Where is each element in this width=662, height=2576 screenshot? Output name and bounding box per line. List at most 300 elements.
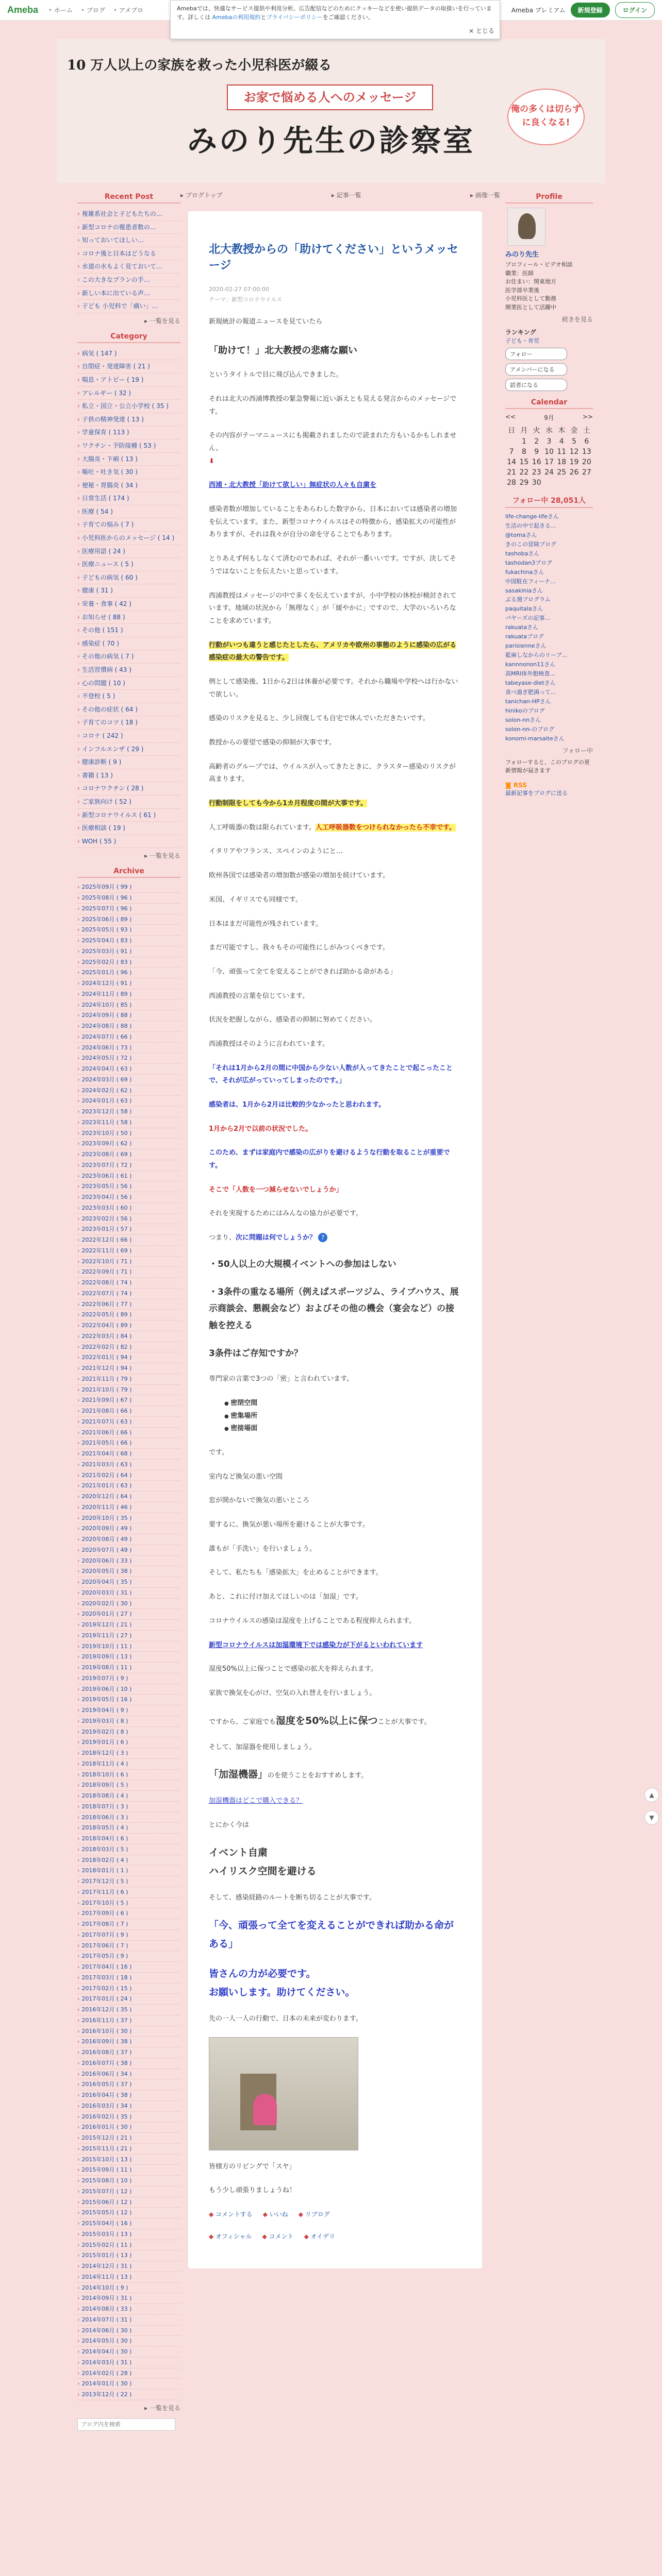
category-item[interactable]: › ワクチン・予防接種 ( 53 )	[77, 439, 180, 453]
archive-item[interactable]: › 2022年04月 ( 89 )	[77, 1320, 180, 1331]
archive-item[interactable]: › 2018年03月 ( 5 )	[77, 1844, 180, 1855]
archive-item[interactable]: › 2018年05月 ( 4 )	[77, 1823, 180, 1834]
archive-item[interactable]: › 2015年01月 ( 13 )	[77, 2250, 180, 2261]
archive-item[interactable]: › 2015年03月 ( 13 )	[77, 2229, 180, 2240]
archive-item[interactable]: › 2021年02月 ( 64 )	[77, 1470, 180, 1481]
post-theme[interactable]: テーマ：新型コロナウイルス	[209, 296, 283, 303]
category-item[interactable]: › コロナ ( 242 )	[77, 730, 180, 743]
post-photo[interactable]	[209, 2037, 358, 2150]
follower-item[interactable]: hinikoのブログ	[505, 707, 545, 714]
follower-item[interactable]: @tomaさん	[505, 531, 537, 538]
archive-item[interactable]: › 2014年09月 ( 31 )	[77, 2293, 180, 2304]
category-item[interactable]: › 子育ての悩み ( 7 )	[77, 518, 180, 532]
nav-ameblo-link[interactable]: • アメブロ	[113, 6, 143, 14]
follower-item[interactable]: life-change-lifeさん	[505, 513, 559, 520]
terms-link[interactable]: Amebaの利用規約	[212, 13, 261, 21]
comments-link[interactable]: ◆ コメント	[262, 2231, 294, 2243]
archive-item[interactable]: › 2020年05月 ( 38 )	[77, 1566, 180, 1577]
archive-item[interactable]: › 2019年10月 ( 11 )	[77, 1641, 180, 1652]
archive-item[interactable]: › 2019年07月 ( 9 )	[77, 1673, 180, 1684]
category-item[interactable]: › 医療 ( 54 )	[77, 505, 180, 519]
archive-more-link[interactable]: ▸ 一覧を見る	[144, 2404, 180, 2412]
archive-item[interactable]: › 2014年05月 ( 30 )	[77, 2336, 180, 2347]
recent-post-item[interactable]: › 新しい本に出ている声…	[77, 287, 180, 300]
calendar-table	[505, 424, 593, 488]
privacy-link[interactable]: プライバシーポリシー	[266, 13, 323, 21]
archive-item[interactable]: › 2022年05月 ( 89 )	[77, 1310, 180, 1320]
login-button[interactable]: ログイン	[615, 2, 655, 18]
archive-item[interactable]: › 2023年06月 ( 61 )	[77, 1171, 180, 1182]
follower-item[interactable]: ぶる週プログラム	[505, 596, 551, 603]
archive-item[interactable]: › 2022年08月 ( 74 )	[77, 1278, 180, 1289]
archive-item[interactable]: › 2015年02月 ( 11 )	[77, 2240, 180, 2251]
archive-item[interactable]: › 2020年07月 ( 49 )	[77, 1545, 180, 1556]
archive-item[interactable]: › 2024年04月 ( 63 )	[77, 1064, 180, 1075]
archive-item[interactable]: › 2017年10月 ( 5 )	[77, 1898, 180, 1909]
archive-item[interactable]: › 2014年02月 ( 28 )	[77, 2368, 180, 2379]
blog-title[interactable]: みのり先生の診察室	[187, 123, 475, 158]
recent-post-item[interactable]: › 水道の水もよく見ておいて…	[77, 260, 180, 274]
archive-item[interactable]: › 2024年08月 ( 88 )	[77, 1021, 180, 1032]
calendar-day[interactable]: 19	[569, 458, 579, 466]
ranking-link[interactable]: 子ども・育児	[505, 337, 539, 344]
archive-item[interactable]: › 2018年07月 ( 3 )	[77, 1802, 180, 1812]
archive-item[interactable]: › 2020年01月 ( 27 )	[77, 1609, 180, 1620]
archive-item[interactable]: › 2025年08月 ( 96 )	[77, 893, 180, 904]
category-item[interactable]: › 医療用語 ( 24 )	[77, 545, 180, 558]
calendar-day[interactable]: 5	[572, 437, 576, 446]
archive-item[interactable]: › 2020年12月 ( 64 )	[77, 1492, 180, 1502]
archive-item[interactable]: › 2023年01月 ( 57 )	[77, 1224, 180, 1235]
archive-item[interactable]: › 2017年03月 ( 18 )	[77, 1973, 180, 1984]
calendar-day[interactable]: 15	[519, 458, 529, 466]
category-item[interactable]: › ご家族向け ( 52 )	[77, 795, 180, 809]
nav-home-link[interactable]: • ホーム	[48, 6, 73, 14]
archive-item[interactable]: › 2016年12月 ( 35 )	[77, 2005, 180, 2015]
archive-item[interactable]: › 2019年03月 ( 8 )	[77, 1716, 180, 1727]
archive-item[interactable]: › 2016年09月 ( 38 )	[77, 2037, 180, 2047]
archive-item[interactable]: › 2023年05月 ( 56 )	[77, 1181, 180, 1192]
category-item[interactable]: › 病気 ( 147 )	[77, 347, 180, 361]
follower-item[interactable]: konomi-marsaiteさん	[505, 735, 565, 742]
archive-item[interactable]: › 2022年03月 ( 84 )	[77, 1331, 180, 1342]
category-item[interactable]: › 便秘・胃腸炎 ( 34 )	[77, 479, 180, 493]
calendar-day[interactable]: 2	[534, 437, 539, 446]
category-more-label: 一覧を見る	[149, 852, 180, 860]
archive-item[interactable]: › 2021年07月 ( 63 )	[77, 1417, 180, 1428]
archive-item[interactable]: › 2023年04月 ( 56 )	[77, 1192, 180, 1203]
calendar-day[interactable]: 17	[544, 458, 554, 466]
recent-post-item[interactable]: › 新型コロナの罹患者数の…	[77, 221, 180, 234]
archive-item[interactable]: › 2017年04月 ( 16 )	[77, 1962, 180, 1973]
calendar-day[interactable]: 9	[534, 448, 539, 456]
follower-item[interactable]: parisienneさん	[505, 642, 547, 650]
menu-blog-top-label: ブログトップ	[185, 192, 223, 199]
calendar-day[interactable]: 24	[544, 468, 554, 477]
archive-item[interactable]: › 2018年04月 ( 6 )	[77, 1834, 180, 1844]
calendar-day[interactable]: 12	[569, 448, 579, 456]
follower-item[interactable]: 生活の中で起きる...	[505, 522, 556, 529]
archive-item[interactable]: › 2021年09月 ( 67 )	[77, 1395, 180, 1406]
archive-item[interactable]: › 2025年03月 ( 91 )	[77, 946, 180, 957]
category-item[interactable]: › その他の症状 ( 64 )	[77, 703, 180, 717]
calendar-day[interactable]: 28	[507, 479, 517, 487]
archive-item[interactable]: › 2019年11月 ( 27 )	[77, 1631, 180, 1641]
premium-link[interactable]: Ameba プレミアム	[511, 7, 566, 14]
category-item[interactable]: › 新型コロナウイルス ( 61 )	[77, 809, 180, 822]
category-item[interactable]: › 子供の精神発達 ( 13 )	[77, 413, 180, 427]
archive-item[interactable]: › 2015年11月 ( 21 )	[77, 2144, 180, 2155]
calendar-day[interactable]: 3	[547, 437, 552, 446]
archive-item[interactable]: › 2019年06月 ( 10 )	[77, 1684, 180, 1695]
category-item[interactable]: › 小児科医からのメッセージ ( 14 )	[77, 532, 180, 545]
archive-item[interactable]: › 2016年10月 ( 30 )	[77, 2026, 180, 2037]
archive-item[interactable]: › 2019年08月 ( 11 )	[77, 1663, 180, 1673]
calendar-day[interactable]: 20	[582, 458, 591, 466]
category-item[interactable]: › 健康 ( 31 )	[77, 584, 180, 598]
calendar-day[interactable]: 27	[582, 468, 591, 477]
calendar-day[interactable]: 8	[521, 448, 526, 456]
calendar-day[interactable]: 6	[584, 437, 589, 446]
calendar-day[interactable]: 30	[532, 479, 541, 487]
category-item[interactable]: › アレルギー ( 32 )	[77, 387, 180, 400]
follower-list	[505, 512, 593, 743]
category-item[interactable]: › 医療ニュース ( 5 )	[77, 558, 180, 571]
calendar-day[interactable]: 23	[532, 468, 541, 477]
calendar-day[interactable]: 25	[557, 468, 567, 477]
oideri-link[interactable]: ◆ オイデリ	[304, 2231, 335, 2243]
archive-item[interactable]: › 2016年04月 ( 38 )	[77, 2090, 180, 2101]
post-text: 人工呼吸器の数は限られています。	[209, 823, 316, 832]
followers-more-link[interactable]: フォロー中	[562, 747, 593, 755]
archive-item[interactable]: › 2017年11月 ( 6 )	[77, 1887, 180, 1898]
category-item[interactable]: › 生活習慣病 ( 43 )	[77, 664, 180, 677]
post-title[interactable]: 北大教授からの「助けてください」というメッセージ	[209, 243, 459, 272]
archive-item[interactable]: › 2019年09月 ( 13 )	[77, 1652, 180, 1663]
archive-item[interactable]: › 2022年07月 ( 74 )	[77, 1289, 180, 1299]
archive-item[interactable]: › 2020年10月 ( 35 )	[77, 1513, 180, 1524]
category-item[interactable]: › 私立・国立・公立小学校 ( 35 )	[77, 400, 180, 413]
menu-entry-list[interactable]: ▸ 記事一覧	[331, 192, 361, 199]
category-item[interactable]: › 子どもの病気 ( 60 )	[77, 571, 180, 585]
archive-item[interactable]: › 2021年12月 ( 94 )	[77, 1363, 180, 1374]
follower-item[interactable]: fukachinaさん	[505, 568, 544, 575]
archive-item[interactable]: › 2024年10月 ( 85 )	[77, 1000, 180, 1011]
follower-item[interactable]: rakuataさん	[505, 624, 539, 631]
archive-item[interactable]: › 2022年06月 ( 77 )	[77, 1299, 180, 1310]
category-item[interactable]: › 栄養・食事 ( 42 )	[77, 598, 180, 611]
category-item[interactable]: › 嘔吐・吐き気 ( 30 )	[77, 466, 180, 479]
signup-button[interactable]: 新規登録	[571, 3, 610, 18]
profile-more-link[interactable]: 続きを見る	[561, 316, 593, 323]
calendar-prev-button[interactable]: <<	[505, 413, 516, 420]
archive-item[interactable]: › 2022年11月 ( 69 )	[77, 1246, 180, 1257]
follower-item[interactable]: 藍麻しなからのリーブ...	[505, 652, 567, 659]
category-item[interactable]: › その他 ( 151 )	[77, 624, 180, 637]
archive-item[interactable]: › 2020年02月 ( 30 )	[77, 1599, 180, 1609]
archive-item[interactable]: › 2024年11月 ( 89 )	[77, 989, 180, 1000]
archive-item[interactable]: › 2025年01月 ( 96 )	[77, 968, 180, 978]
menu-image-list[interactable]: ▸ 画像一覧	[470, 192, 500, 199]
archive-item[interactable]: › 2025年09月 ( 99 )	[77, 882, 180, 893]
amember-button[interactable]: アメンバーになる	[505, 363, 567, 376]
category-item[interactable]: › 医療相談 ( 19 )	[77, 822, 180, 835]
follower-item[interactable]: 食べ過ぎ肥満って...	[505, 688, 556, 696]
archive-item[interactable]: › 2018年10月 ( 6 )	[77, 1770, 180, 1781]
calendar-day[interactable]: 29	[519, 479, 529, 487]
follower-item[interactable]: solon-nn-のブログ	[505, 725, 555, 733]
archive-item[interactable]: › 2019年12月 ( 21 )	[77, 1620, 180, 1631]
archive-item[interactable]: › 2016年07月 ( 38 )	[77, 2058, 180, 2069]
calendar-day[interactable]: 18	[557, 458, 567, 466]
calendar-day[interactable]: 7	[509, 448, 514, 456]
like-link[interactable]: ◆ いいね	[263, 2209, 288, 2221]
comment-link[interactable]: ◆ コメントする	[209, 2209, 253, 2221]
follower-item[interactable]: 高MRI体外胞検査...	[505, 670, 555, 677]
archive-item[interactable]: › 2016年06月 ( 34 )	[77, 2069, 180, 2080]
reblog-link[interactable]: ◆ リブログ	[299, 2209, 330, 2221]
archive-item[interactable]: › 2020年04月 ( 35 )	[77, 1577, 180, 1588]
category-item[interactable]: › 不登校 ( 5 )	[77, 690, 180, 703]
archive-item[interactable]: › 2024年12月 ( 91 )	[77, 978, 180, 989]
archive-item[interactable]: › 2015年06月 ( 12 )	[77, 2197, 180, 2208]
recent-post-item[interactable]: › 複雑系社会と子どもたちの…	[77, 208, 180, 221]
category-item[interactable]: › 喘息・アトピー ( 19 )	[77, 374, 180, 387]
recent-post-item[interactable]: › コロナ後と日本はどうなる	[77, 247, 180, 261]
blue-link[interactable]: 新型コロナウイルスは加湿環境下では感染力が下がるといわれています	[209, 1641, 423, 1649]
archive-item[interactable]: › 2019年05月 ( 16 )	[77, 1694, 180, 1705]
archive-item[interactable]: › 2024年09月 ( 88 )	[77, 1010, 180, 1021]
archive-item[interactable]: › 2023年12月 ( 58 )	[77, 1107, 180, 1117]
archive-item[interactable]: › 2024年01月 ( 63 )	[77, 1096, 180, 1107]
archive-item[interactable]: › 2016年03月 ( 34 )	[77, 2101, 180, 2112]
archive-item[interactable]: › 2018年01月 ( 1 )	[77, 1866, 180, 1876]
category-item[interactable]: › 自閉症・発達障害 ( 21 )	[77, 360, 180, 374]
category-item[interactable]: › WOH ( 55 )	[77, 835, 180, 849]
follow-button[interactable]: フォロー	[505, 348, 567, 360]
archive-item[interactable]: › 2018年12月 ( 3 )	[77, 1748, 180, 1759]
calendar-day[interactable]: 14	[507, 458, 517, 466]
archive-item[interactable]: › 2023年10月 ( 50 )	[77, 1128, 180, 1139]
blog-search-input[interactable]	[77, 2418, 175, 2431]
archive-item[interactable]: › 2015年08月 ( 10 )	[77, 2176, 180, 2187]
scroll-up-button[interactable]: ▲	[644, 1788, 659, 1802]
archive-item[interactable]: › 2021年06月 ( 66 )	[77, 1428, 180, 1438]
archive-item[interactable]: › 2014年07月 ( 31 )	[77, 2315, 180, 2326]
category-item[interactable]: › 感染症 ( 70 )	[77, 637, 180, 651]
follower-item[interactable]: 中国駐在フィーナ...	[505, 578, 556, 585]
archive-item[interactable]: › 2021年08月 ( 66 )	[77, 1406, 180, 1417]
archive-item[interactable]: › 2023年02月 ( 56 )	[77, 1214, 180, 1225]
quote-text: 「今、頑張って全てを変えることができれば助かる命がある」	[209, 1919, 454, 1950]
follower-item[interactable]: パヤーズの記事...	[505, 615, 550, 622]
category-item[interactable]: › 子育てのコツ ( 18 )	[77, 716, 180, 730]
recent-post-item[interactable]: › この大きなプランの手…	[77, 274, 180, 287]
archive-item[interactable]: › 2017年12月 ( 5 )	[77, 1876, 180, 1887]
archive-item[interactable]: › 2020年03月 ( 31 )	[77, 1588, 180, 1599]
category-item[interactable]: › コロナワクチン ( 28 )	[77, 782, 180, 795]
archive-item[interactable]: › 2017年06月 ( 7 )	[77, 1941, 180, 1952]
archive-item[interactable]: › 2014年03月 ( 31 )	[77, 2358, 180, 2368]
archive-item[interactable]: › 2016年01月 ( 30 )	[77, 2122, 180, 2133]
calendar-day[interactable]: 10	[544, 448, 554, 456]
archive-item[interactable]: › 2014年11月 ( 13 )	[77, 2272, 180, 2283]
follower-item[interactable]: tanichan-HPさん	[505, 698, 551, 705]
post-text: ことが大事です。	[377, 1718, 431, 1726]
calendar-day[interactable]: 4	[559, 437, 564, 446]
archive-item[interactable]: › 2019年04月 ( 9 )	[77, 1705, 180, 1716]
calendar-day[interactable]: 26	[569, 468, 579, 477]
category-item[interactable]: › 日常生活 ( 174 )	[77, 492, 180, 505]
archive-item[interactable]: › 2022年12月 ( 66 )	[77, 1235, 180, 1246]
archive-item[interactable]: › 2019年02月 ( 8 )	[77, 1727, 180, 1738]
post-paragraph: 先の一人一人の行動で、日本の未来が変わります。	[209, 2015, 362, 2023]
archive-item[interactable]: › 2017年07月 ( 9 )	[77, 1930, 180, 1941]
archive-item[interactable]: › 2016年11月 ( 37 )	[77, 2015, 180, 2026]
quote-text: 皆さんの力が必要です。 お願いします。助けてください。	[209, 1968, 355, 1998]
follower-item[interactable]: tabeyase-dietさん	[505, 679, 556, 686]
nav-blog-link[interactable]: • ブログ	[81, 6, 105, 14]
archive-item[interactable]: › 2025年05月 ( 93 )	[77, 925, 180, 936]
category-item[interactable]: › 大腸炎・下痢 ( 13 )	[77, 453, 180, 466]
news-link[interactable]: 西浦・北大教授「助けて欲しい」無症状の人々も自粛を	[209, 481, 377, 489]
humidifier-link[interactable]: 加湿機器はどこで購入できる？	[209, 1797, 303, 1805]
archive-item[interactable]: › 2017年02月 ( 15 )	[77, 1984, 180, 1994]
archive-item[interactable]: › 2018年11月 ( 4 )	[77, 1759, 180, 1770]
category-item[interactable]: › お知らせ ( 88 )	[77, 611, 180, 624]
archive-item[interactable]: › 2022年10月 ( 71 )	[77, 1257, 180, 1267]
post-paragraph: もう少し頑張りましょうね！	[209, 2187, 296, 2195]
archive-item[interactable]: › 2023年09月 ( 62 )	[77, 1139, 180, 1149]
follower-item[interactable]: paquitalaさん	[505, 605, 543, 613]
archive-item[interactable]: › 2014年04月 ( 30 )	[77, 2347, 180, 2358]
archive-item[interactable]: › 2017年05月 ( 9 )	[77, 1951, 180, 1962]
archive-item[interactable]: › 2021年10月 ( 79 )	[77, 1385, 180, 1396]
recent-post-item[interactable]: › 知っておいてほしい…	[77, 234, 180, 247]
follower-item[interactable]: solon-nnさん	[505, 716, 541, 723]
calendar-day[interactable]: 16	[532, 458, 541, 466]
archive-item[interactable]: › 2020年11月 ( 46 )	[77, 1502, 180, 1513]
calendar-day[interactable]: 11	[557, 448, 567, 456]
calendar-day[interactable]: 22	[519, 468, 529, 477]
archive-item[interactable]: › 2014年12月 ( 31 )	[77, 2261, 180, 2272]
follower-item[interactable]: sasakiniaさん	[505, 587, 543, 594]
calendar-day[interactable]: 1	[521, 437, 526, 446]
menu-blog-top[interactable]: ▸ ブログトップ	[180, 192, 223, 199]
archive-item[interactable]: › 2025年04月 ( 83 )	[77, 936, 180, 946]
recent-more-link[interactable]: ▸ 一覧を見る	[144, 317, 180, 325]
archive-item[interactable]: › 2016年08月 ( 37 )	[77, 2047, 180, 2058]
calendar-day[interactable]: 13	[582, 448, 591, 456]
profile-name[interactable]: みのり先生	[505, 251, 539, 259]
ameba-logo[interactable]: Ameba	[7, 5, 39, 15]
calendar-next-button[interactable]: >>	[582, 413, 593, 420]
archive-item[interactable]: › 2015年05月 ( 12 )	[77, 2208, 180, 2218]
archive-item[interactable]: › 2018年02月 ( 4 )	[77, 1855, 180, 1866]
archive-item[interactable]: › 2015年10月 ( 13 )	[77, 2155, 180, 2165]
archive-item[interactable]: › 2021年01月 ( 63 )	[77, 1481, 180, 1492]
archive-item[interactable]: › 2020年09月 ( 49 )	[77, 1523, 180, 1534]
archive-item[interactable]: › 2022年02月 ( 82 )	[77, 1342, 180, 1353]
archive-item[interactable]: › 2025年06月 ( 89 )	[77, 914, 180, 925]
category-item[interactable]: › 健康診断 ( 9 )	[77, 756, 180, 769]
archive-item[interactable]: › 2018年06月 ( 3 )	[77, 1812, 180, 1823]
archive-item[interactable]: › 2018年09月 ( 5 )	[77, 1780, 180, 1791]
archive-item[interactable]: › 2023年08月 ( 69 )	[77, 1149, 180, 1160]
official-link[interactable]: ◆ オフィシャル	[209, 2231, 252, 2243]
archive-item[interactable]: › 2014年01月 ( 30 )	[77, 2379, 180, 2389]
archive-item[interactable]: › 2025年07月 ( 96 )	[77, 904, 180, 914]
follower-item[interactable]: tashodan3ブログ	[505, 559, 553, 566]
archive-item[interactable]: › 2021年05月 ( 66 )	[77, 1438, 180, 1449]
cookie-close-button[interactable]: × とじる	[469, 27, 494, 35]
archive-item[interactable]: › 2020年06月 ( 33 )	[77, 1556, 180, 1567]
follower-item[interactable]: きのこの冒険ブログ	[505, 540, 556, 548]
follower-item[interactable]: rakuataブログ	[505, 633, 544, 640]
left-sidebar	[77, 185, 180, 2431]
category-item[interactable]: › 心の問題 ( 10 )	[77, 677, 180, 690]
archive-item[interactable]: › 2017年08月 ( 7 )	[77, 1919, 180, 1930]
archive-item[interactable]: › 2021年03月 ( 63 )	[77, 1460, 180, 1470]
recent-post-item[interactable]: › 子ども 小児科で「痛い」…	[77, 300, 180, 313]
archive-item[interactable]: › 2023年03月 ( 60 )	[77, 1203, 180, 1214]
archive-item[interactable]: › 2017年09月 ( 6 )	[77, 1908, 180, 1919]
archive-item[interactable]: › 2022年09月 ( 71 )	[77, 1267, 180, 1278]
archive-item[interactable]: › 2024年05月 ( 72 )	[77, 1053, 180, 1064]
archive-item[interactable]: › 2015年07月 ( 12 )	[77, 2187, 180, 2197]
archive-item[interactable]: › 2015年09月 ( 11 )	[77, 2165, 180, 2176]
archive-item[interactable]: › 2020年08月 ( 49 )	[77, 1534, 180, 1545]
archive-item[interactable]: › 2014年10月 ( 9 )	[77, 2283, 180, 2294]
rss-text[interactable]: 最新記事をブログに送る	[505, 790, 568, 797]
archive-item[interactable]: › 2022年01月 ( 94 )	[77, 1352, 180, 1363]
reader-button[interactable]: 読者になる	[505, 379, 567, 391]
avatar[interactable]	[507, 208, 545, 246]
archive-item[interactable]: › 2018年08月 ( 4 )	[77, 1791, 180, 1802]
archive-item[interactable]: › 2021年04月 ( 68 )	[77, 1449, 180, 1460]
archive-item[interactable]: › 2024年06月 ( 73 )	[77, 1043, 180, 1054]
archive-item[interactable]: › 2019年01月 ( 6 )	[77, 1737, 180, 1748]
archive-item[interactable]: › 2025年02月 ( 83 )	[77, 957, 180, 968]
scroll-down-button[interactable]: ▼	[644, 1810, 659, 1825]
archive-item[interactable]: › 2023年07月 ( 72 )	[77, 1160, 180, 1171]
archive-item[interactable]: › 2016年02月 ( 35 )	[77, 2112, 180, 2123]
archive-item[interactable]: › 2023年11月 ( 58 )	[77, 1117, 180, 1128]
archive-item[interactable]: › 2015年12月 ( 21 )	[77, 2133, 180, 2144]
follower-item[interactable]: tashobaさん	[505, 550, 540, 557]
archive-item[interactable]: › 2016年05月 ( 37 )	[77, 2079, 180, 2090]
category-item[interactable]: › インフルエンザ ( 29 )	[77, 743, 180, 756]
archive-item[interactable]: › 2017年01月 ( 24 )	[77, 1994, 180, 2005]
archive-item[interactable]: › 2024年03月 ( 69 )	[77, 1075, 180, 1086]
category-item[interactable]: › 書籍 ( 13 )	[77, 769, 180, 783]
calendar-day[interactable]: 21	[507, 468, 517, 477]
post-paragraph: イタリアやフランス、スペインのようにと…	[209, 848, 343, 856]
category-item[interactable]: › その他の病気 ( 7 )	[77, 650, 180, 664]
archive-item[interactable]: › 2014年08月 ( 33 )	[77, 2304, 180, 2315]
archive-item[interactable]: › 2015年04月 ( 16 )	[77, 2218, 180, 2229]
rss-link[interactable]	[505, 782, 593, 789]
post-paragraph: 感染者数が増加していることをあらわした数字から、日本においては感染者の増加を伝えています。また、新型コロナウイルスはその特徴から、感染拡大の可能性がありますが、それは我々が自分の命を守ることでもあります。	[209, 505, 457, 539]
archive-item[interactable]: › 2014年06月 ( 30 )	[77, 2326, 180, 2336]
follower-item[interactable]: kannnonon11さん	[505, 661, 556, 668]
category-more-link[interactable]: ▸ 一覧を見る	[144, 852, 180, 860]
archive-item[interactable]: › 2024年07月 ( 66 )	[77, 1032, 180, 1043]
archive-item[interactable]: › 2013年12月 ( 22 )	[77, 2389, 180, 2400]
archive-item[interactable]: › 2021年11月 ( 79 )	[77, 1374, 180, 1385]
category-item[interactable]: › 学童保育 ( 113 )	[77, 426, 180, 439]
archive-item[interactable]: › 2024年02月 ( 62 )	[77, 1086, 180, 1096]
